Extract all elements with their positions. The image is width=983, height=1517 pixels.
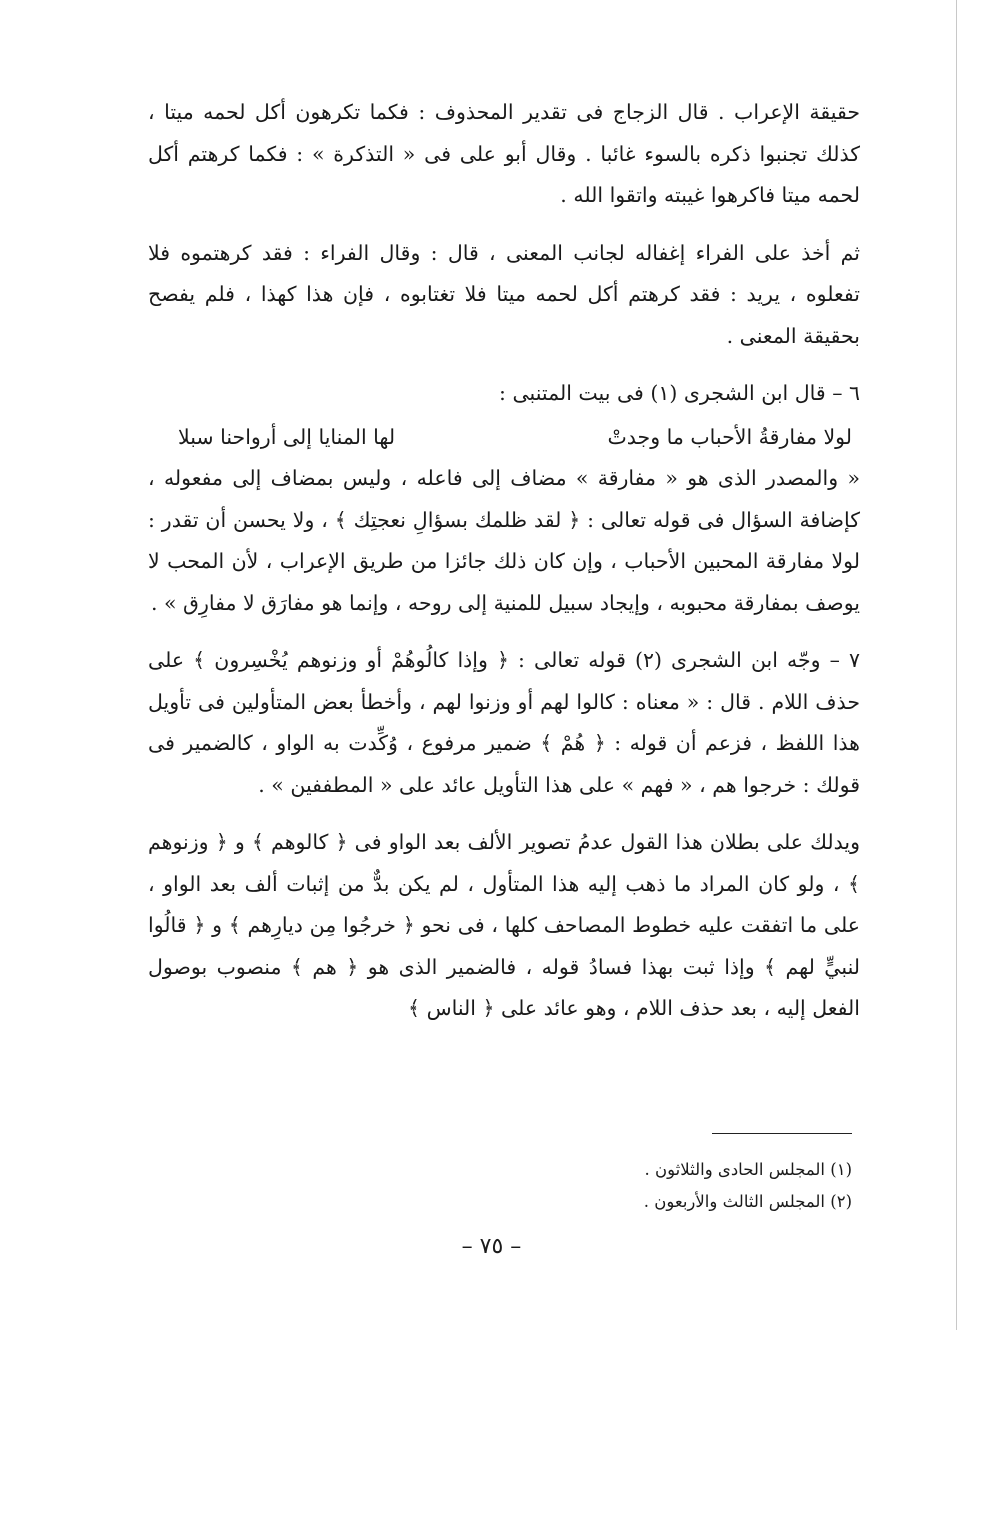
- paragraph-zajjaj: حقيقة الإعراب . قال الزجاج فى تقدير المحذوف : فكما تكرهون أكل لحمه ميتا ، كذلك تجنبوا ذكره بالسوء غائبا . وقال أبو على فى « التذكرة » : فكما كرهتم أكل لحمه ميتا فاكرهوا غيبته واتقوا الله .: [148, 100, 860, 207]
- footnote-1: (١) المجلس الحادى والثلاثون .: [644, 1160, 852, 1179]
- scan-edge-line: [956, 0, 957, 1330]
- poetry-verse: [148, 417, 860, 459]
- page-number: – ٧٥ –: [461, 1234, 522, 1259]
- main-text: [148, 92, 860, 1030]
- paragraph-masdar: « والمصدر الذى هو « مفارقة » مضاف إلى فاعله ، وليس بمضاف إلى مفعوله ، كإضافة السؤال فى قوله تعالى : ﴿ لقد ظلمك بسؤالِ نعجتِك ﴾ ، ولا يحسن أن تقدر : لولا مفارقة المحبين الأحباب ، وإن كان ذلك جائزا من طريق الإعراب ، لأن المحب لا يوصف بمفارقة محبوبه ، وإيجاد سبيل للمنية إلى روحه ، وإنما هو مفارَق لا مفارِق » .: [148, 466, 860, 615]
- paragraph-farra: ثم أخذ على الفراء إغفاله لجانب المعنى ، قال : وقال الفراء : فقد كرهتموه فلا تفعلوه ، يريد : فقد كرهتم أكل لحمه ميتا فلا تغتابوه ، فإن هذا كهذا ، فلم يفصح بحقيقة المعنى .: [148, 240, 860, 348]
- paragraph-item-7: ٧ – وجّه ابن الشجرى (٢) قوله تعالى : ﴿ وإذا كالُوهُمْ أو وزنوهم يُخْسِرون ﴾ على حذف اللام . قال : « معناه : كالوا لهم أو وزنوا لهم ، وأخطأ بعض المتأولين فى تأويل هذا اللفظ ، فزعم أن قوله : ﴿ هُمْ ﴾ ضمير مرفوع ، وُكِّدت به الواو ، كالضمير فى قولك : خرجوا هم ، « فهم » على هذا التأويل عائد على « المطففين » .: [148, 648, 860, 797]
- verse-second-hemistich: لها المنايا إلى أرواحنا سبلا: [178, 424, 396, 449]
- paragraph-butlan: ويدلك على بطلان هذا القول عدمُ تصوير الألف بعد الواو فى ﴿ كالوهم ﴾ و ﴿ وزنوهم ﴾ ، ولو كان المراد ما ذهب إليه هذا المتأول ، لم يكن بدٌّ من إثبات ألف بعد الواو ، على ما اتفقت عليه خطوط المصاحف كلها ، فى نحو ﴿ خرجُوا مِن ديارِهم ﴾ و ﴿ قالُوا لنبيٍّ لهم ﴾ وإذا ثبت بهذا فسادُ قوله ، فالضمير الذى هو ﴿ هم ﴾ منصوب بوصول الفعل إليه ، بعد حذف اللام ، وهو عائد على ﴿ الناس ﴾: [148, 830, 860, 1020]
- verse-first-hemistich: لولا مفارقةُ الأحباب ما وجدتْ: [607, 424, 852, 449]
- footnotes: [400, 1154, 852, 1218]
- footnote-2: (٢) المجلس الثالث والأربعون .: [643, 1192, 852, 1211]
- footnote-divider: [712, 1133, 852, 1134]
- paragraph-item-6: ٦ – قال ابن الشجرى (١) فى بيت المتنبى :: [499, 381, 860, 405]
